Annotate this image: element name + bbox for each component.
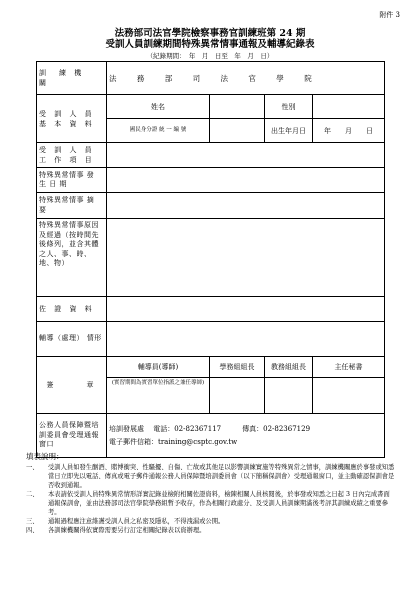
gender-field[interactable]: [313, 95, 385, 119]
occurrence-date-field[interactable]: [107, 168, 385, 193]
sign-box-chief-secretary[interactable]: [313, 378, 385, 414]
record-period: （紀錄期間： 年 月 日至 年 月 日）: [146, 52, 274, 60]
sign-header-chief-secretary: 主任秘書: [313, 357, 385, 378]
signature-label: 簽 章: [37, 357, 107, 414]
report-form-table: [36, 61, 385, 458]
training-institution-value: 法 務 部 司 法 官 學 院: [107, 62, 385, 95]
sign-header-academic-affairs: 教務組組長: [265, 357, 313, 378]
sign-box-academic-affairs[interactable]: [265, 378, 313, 414]
cause-field[interactable]: [107, 219, 385, 297]
name-label: 姓名: [107, 95, 210, 119]
sign-header-student-affairs: 學務組組長: [210, 357, 265, 378]
instructions-heading: 填表說明：: [26, 452, 64, 461]
summary-label: 特殊異常情事 摘 要: [37, 193, 107, 219]
name-field[interactable]: [210, 95, 265, 119]
instruction-text: 本表請依受訓人員特殊異常情形詳實記錄並檢附相關佐證資料，檢陳相關人員核閱後，於事發或知悉之日起 3 日內完成書面通報保訓會，並由法務部司法官學院學務組暫予收存，作為相關行政處分、及受訓人員訓練期滿後考評其訓練成績之重要參考。: [48, 491, 390, 516]
counseling-field[interactable]: [107, 322, 385, 357]
instruction-text: 通報過程應注意維護受訓人員之私密及隱私，不得洩漏或公開。: [48, 518, 225, 525]
instruction-text: 各訓練機關得依實際需要另行訂定相關紀錄表以資辦理。: [48, 527, 206, 534]
attachment-label: 附件 3: [379, 11, 400, 19]
cause-label: 特殊異常情事原因及經過（按時間先後條列，並含其體之人、事、時、地、物）: [37, 219, 107, 297]
training-institution-label: 訓 練 機 關: [37, 62, 107, 95]
form-title-line2: 受訓人員訓練期間特殊異常情事通報及輔導紀錄表: [105, 39, 315, 50]
sign-note: (實習期間為實習單位指派之兼任導師): [107, 378, 210, 414]
birth-date-label: 出生年月日: [265, 119, 313, 143]
sign-box-student-affairs[interactable]: [210, 378, 265, 414]
instruction-number: 一、: [26, 464, 39, 471]
work-item-label: 受 訓 人 員 工 作 項 目: [37, 143, 107, 168]
basic-info-label: 受 訓 人 員 基 本 資 料: [37, 95, 107, 143]
notify-window-contact: [107, 414, 385, 458]
instruction-number: 二、: [26, 491, 39, 498]
instruction-number: 三、: [26, 518, 39, 525]
evidence-field[interactable]: [107, 297, 385, 322]
instruction-text: 受訓人員如發生酗酒、賭博衝突、性騷擾、自傷、亡故或其他足以影響訓練實施等特殊異常之情事，訓練機關應於事發或知悉當日立即先以電話、傳真或電子郵件通報公務人員保障暨培訓委員會（以下簡稱保訓會）受理通報窗口，並主動確認保訓會是否收到通報。: [48, 464, 395, 489]
contact-phone-fax: 培訓發展處 電話：02-82367117 傳真：02-82367129: [109, 425, 311, 433]
contact-email: 電子郵件信箱：training@csptc.gov.tw: [109, 438, 238, 446]
notify-window-label: 公務人員保障暨培訓委員會受理通報窗口: [37, 414, 107, 458]
evidence-label: 佐 證 資 料: [37, 297, 107, 322]
instruction-item: [26, 517, 396, 526]
counseling-label: 輔導（處理） 情形: [37, 322, 107, 357]
instruction-item: [26, 526, 396, 535]
sign-header-mentor: 輔導員(導師): [107, 357, 210, 378]
birth-date-field[interactable]: 年 月 日: [313, 119, 385, 143]
id-number-label: 國民身分證 統 一 編 號: [107, 119, 210, 143]
id-number-field[interactable]: [210, 119, 265, 143]
instructions: [26, 452, 396, 535]
work-item-field[interactable]: [107, 143, 385, 168]
gender-label: 性別: [265, 95, 313, 119]
summary-field[interactable]: [107, 193, 385, 219]
occurrence-date-label: 特殊異常情事 發 生 日 期: [37, 168, 107, 193]
instruction-number: 四、: [26, 527, 39, 534]
form-title-line1: 法務部司法官學院檢察事務官訓練班第 24 期: [114, 28, 306, 39]
instruction-item: [26, 490, 396, 517]
instruction-item: [26, 463, 396, 490]
